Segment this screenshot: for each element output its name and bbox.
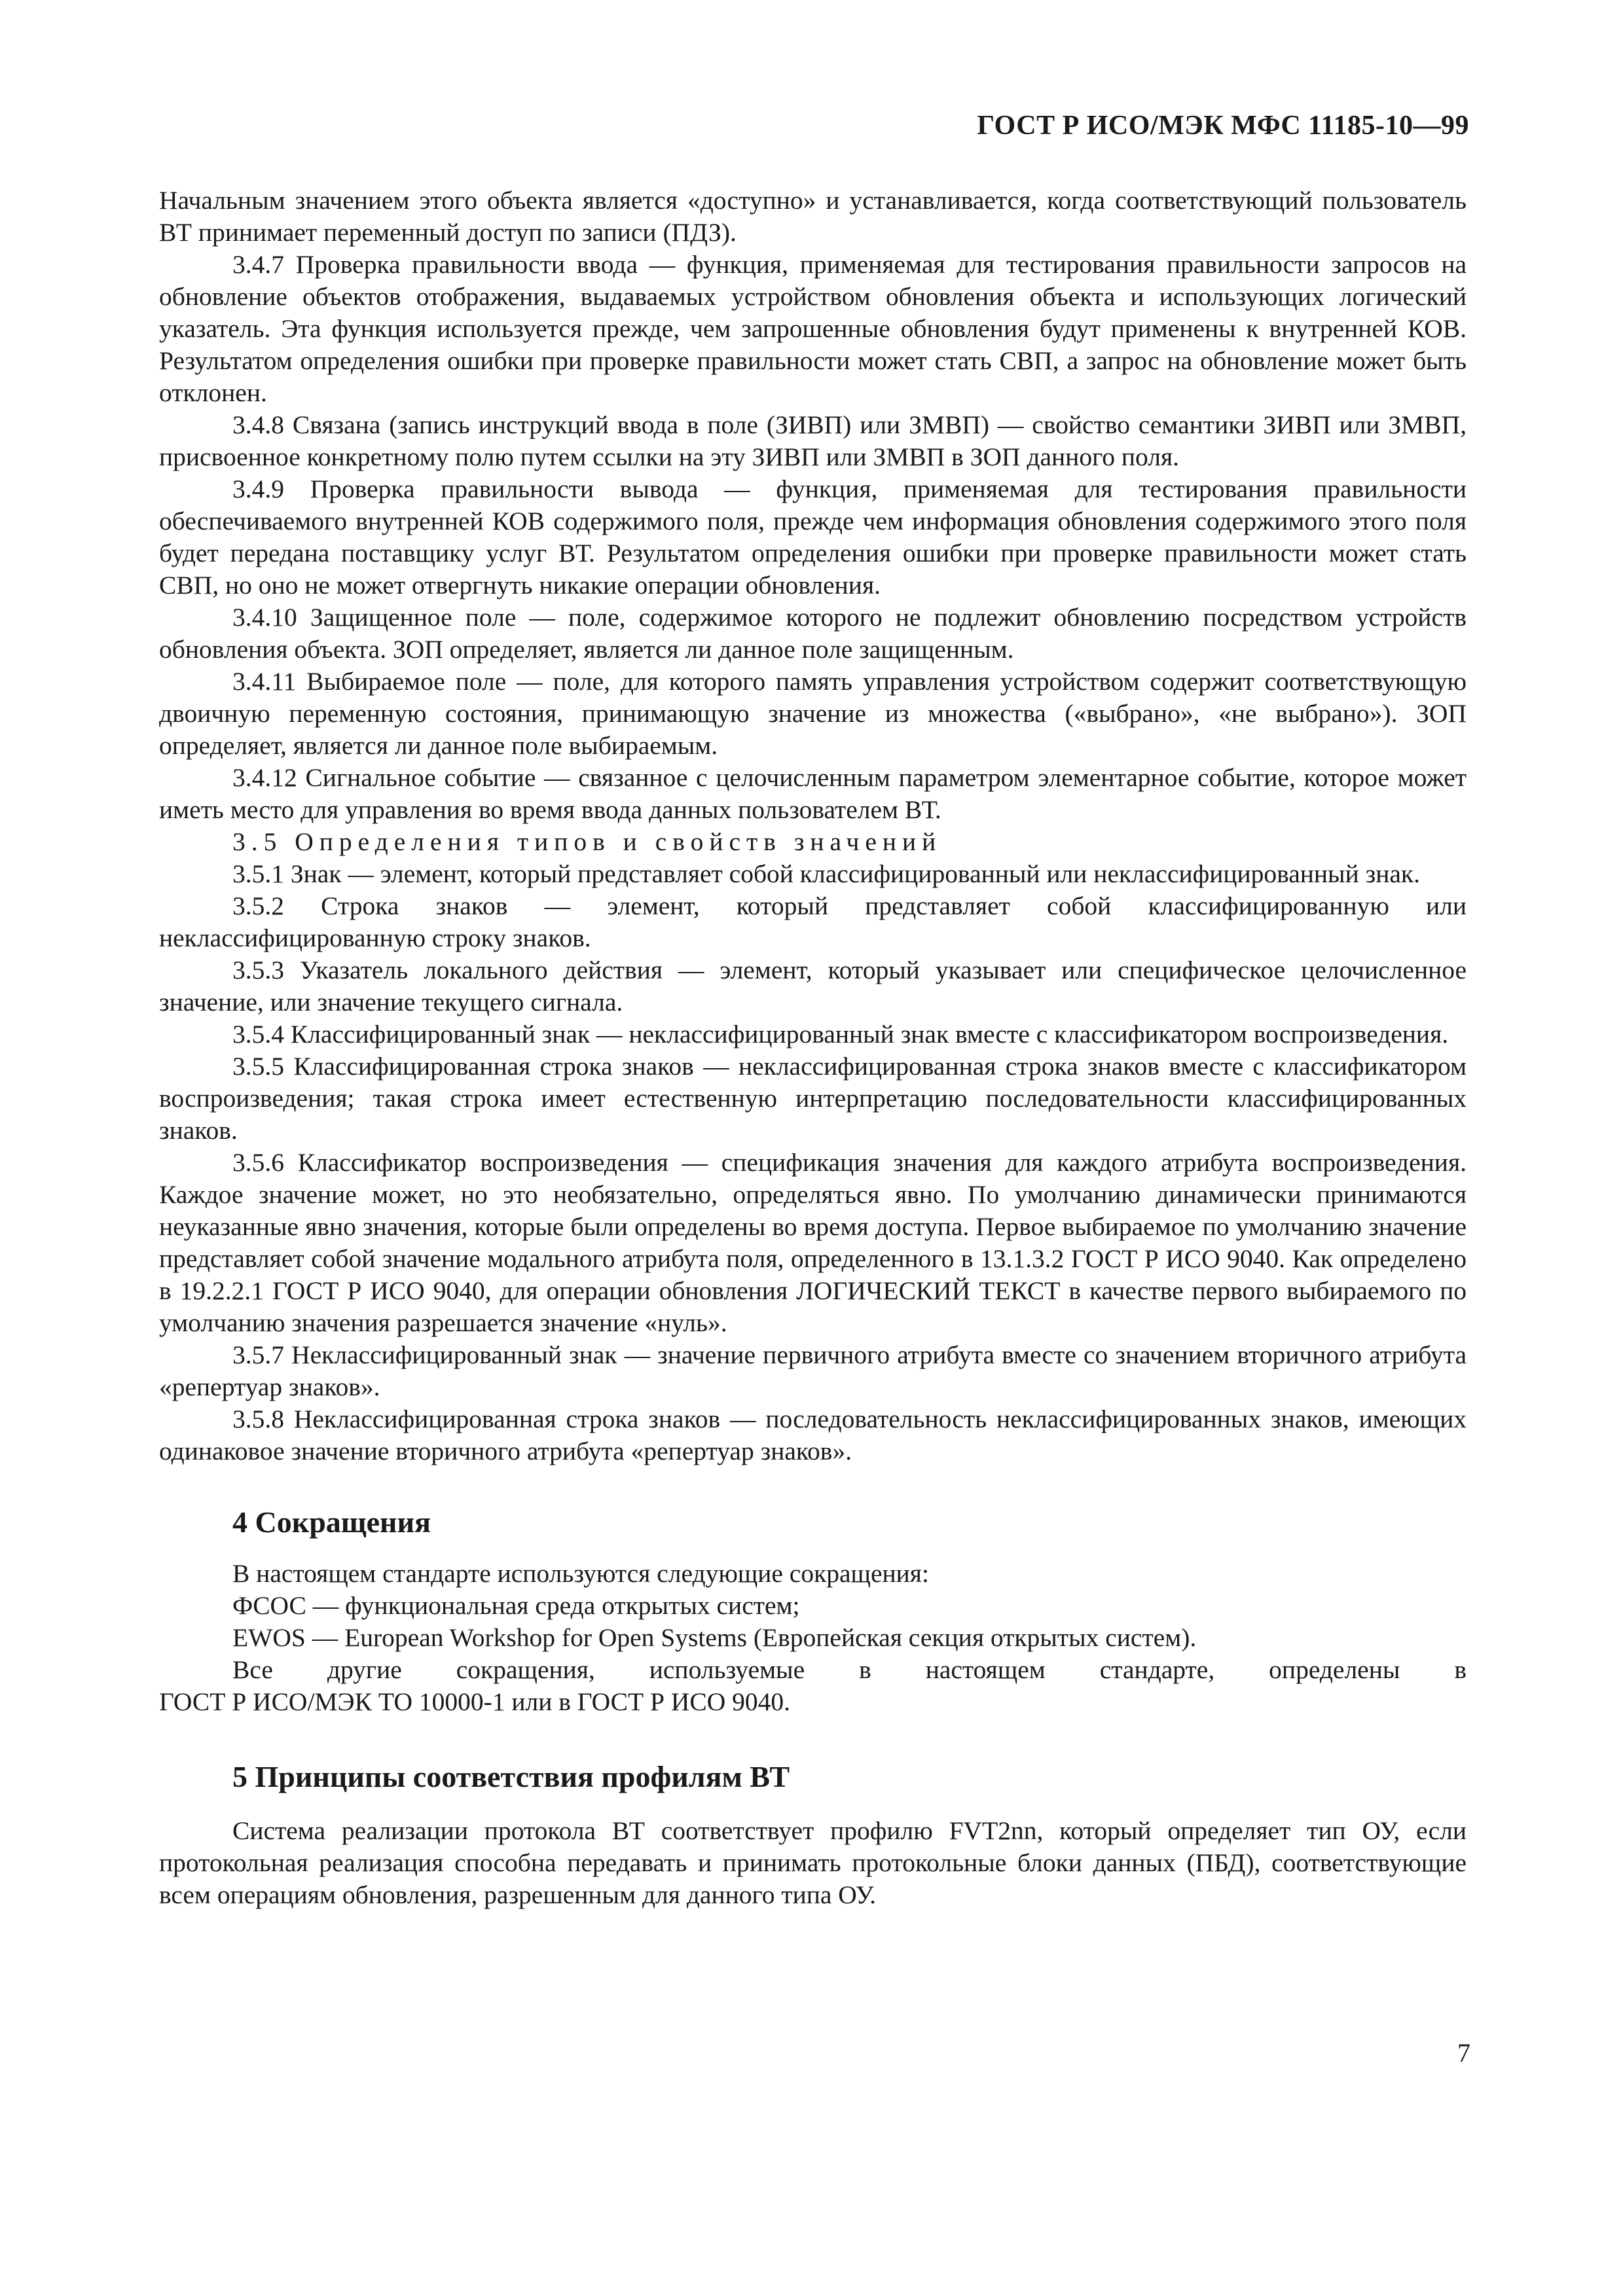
abbreviation-item: EWOS — European Workshop for Open Systems (Европейская секция открытых систем). [232, 1623, 1197, 1652]
paragraph-3-4-12: 3.4.12 Сигнальное событие — связанное с целочисленным параметром элементарное событие, которое может иметь место для управления во время ввода данных пользователем ВТ. [159, 763, 1467, 824]
paragraph-3-4-10: 3.4.10 Защищенное поле — поле, содержимое которого не подлежит обновлению посредством устройств обновления объекта. ЗОП определяет, является ли данное поле защищенным. [159, 603, 1467, 664]
paragraph-3-5-7: 3.5.7 Неклассифицированный знак — значение первичного атрибута вместе со значением вторичного атрибута «репертуар знаков». [159, 1340, 1467, 1401]
paragraph-3-4-9: 3.4.9 Проверка правильности вывода — функция, применяемая для тестирования правильности обеспечиваемого внутренней КОВ содержимого поля, прежде чем информация обновления содержимого этого поля будет передана поставщику услуг ВТ. Результатом определения ошибки при проверке правильности может стать СВП, но оно не может отвергнуть никакие операции обновления. [159, 475, 1467, 600]
section-4-reference-line: Все другие сокращения, используемые в настоящем стандарте, определены в [232, 1655, 1467, 1684]
paragraph-3-4-11: 3.4.11 Выбираемое поле — поле, для которого память управления устройством содержит соответствующую двоичную переменную состояния, принимающую значение из множества («выбрано», «не выбрано»). ЗОП определяет, является ли данное поле выбираемым. [159, 667, 1467, 760]
document-body [159, 185, 1467, 1911]
paragraph-3-4-7: 3.4.7 Проверка правильности ввода — функция, применяемая для тестирования правильности запросов на обновление объектов отображения, выдаваемых устройством обновления объекта и использующих логический указатель. Эта функция используется прежде, чем запрошенные обновления будут применены к внутренней КОВ. Результатом определения ошибки при проверке правильности может стать СВП, а запрос на обновление может быть отклонен. [159, 250, 1467, 407]
paragraph-3-5-1: 3.5.1 Знак — элемент, который представляет собой классифицированный или неклассифицированный знак. [232, 859, 1420, 888]
paragraph-3-5-4: 3.5.4 Классифицированный знак — неклассифицированный знак вместе с классификатором воспроизведения. [232, 1020, 1449, 1049]
section-4-intro: В настоящем стандарте используются следующие сокращения: [232, 1559, 929, 1588]
paragraph-3-5-6: 3.5.6 Классификатор воспроизведения — спецификация значения для каждого атрибута воспроизведения. Каждое значение может, но это необязательно, определяться явно. По умолчанию динамически принимаются неуказанные явно значения, которые были определены во время доступа. Первое выбираемое по умолчанию значение представляет собой значение модального атрибута поля, определенного в 13.1.3.2 ГОСТ Р ИСО 9040. Как определено в 19.2.2.1 ГОСТ Р ИСО 9040, для операции обновления ЛОГИЧЕСКИЙ ТЕКСТ в качестве первого выбираемого по умолчанию значения разрешается значение «нуль». [159, 1148, 1467, 1337]
paragraph-3-4-8: 3.4.8 Связана (запись инструкций ввода в поле (ЗИВП) или ЗМВП) — свойство семантики ЗИВП или ЗМВП, присвоенное конкретному полю путем ссылки на эту ЗИВП или ЗМВП в ЗОП данного поля. [159, 410, 1467, 471]
paragraph-3-5-3: 3.5.3 Указатель локального действия — элемент, который указывает или специфическое целочисленное значение, или значение текущего сигнала. [159, 956, 1467, 1016]
section-5-title: 5 Принципы соответствия профилям ВТ [232, 1760, 790, 1793]
paragraph-3-5-2: 3.5.2 Строка знаков — элемент, который представляет собой классифицированную или неклассифицированную строку знаков. [159, 891, 1467, 952]
document-header: ГОСТ Р ИСО/МЭК МФС 11185-10—99 [977, 111, 1469, 141]
section-5-text: Система реализации протокола ВТ соответствует профилю FVT2nn, который определяет тип ОУ, если протокольная реализация способна передавать и принимать протокольные блоки данных (ПБД), соответствующие всем операциям обновления, разрешенным для данного типа ОУ. [159, 1816, 1467, 1909]
paragraph-continuation: Начальным значением этого объекта является «доступно» и устанавливается, когда соответствующий пользователь ВТ принимает переменный доступ по записи (ПДЗ). [159, 186, 1467, 247]
abbreviation-item: ФСОС — функциональная среда открытых систем; [232, 1591, 800, 1620]
paragraph-3-5-5: 3.5.5 Классифицированная строка знаков — неклассифицированная строка знаков вместе с классификатором воспроизведения; такая строка имеет естественную интерпретацию последовательности классифицированных знаков. [159, 1052, 1467, 1145]
paragraph-3-5-8: 3.5.8 Неклассифицированная строка знаков — последовательность неклассифицированных знаков, имеющих одинаковое значение вторичного атрибута «репертуар знаков». [159, 1405, 1467, 1465]
subsection-heading-3-5: 3.5 Определения типов и свойств значений [232, 827, 942, 856]
section-4-title: 4 Сокращения [232, 1505, 431, 1539]
section-4-reference-line: ГОСТ Р ИСО/МЭК ТО 10000-1 или в ГОСТ Р ИСО 9040. [159, 1687, 790, 1716]
page-number: 7 [1457, 2038, 1470, 2068]
